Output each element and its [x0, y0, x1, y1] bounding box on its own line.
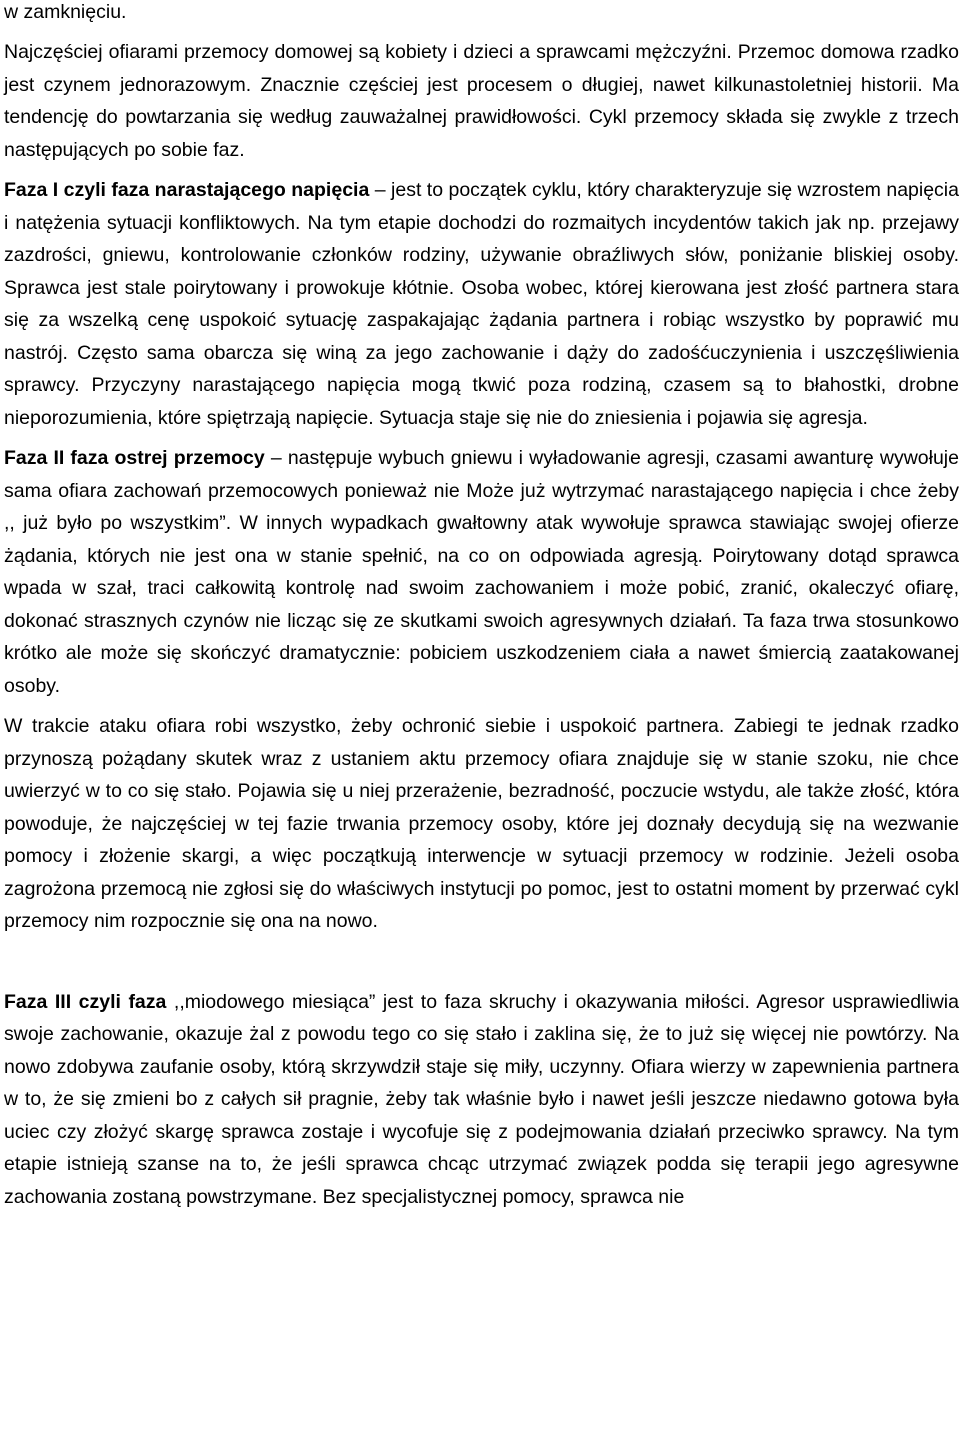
phase-2-body: – następuje wybuch gniewu i wyładowanie agresji, czasami awanturę wywołuje sama ofiara zachowań przemocowych ponieważ nie Może już wytrzymać narastającego napięcia i chce żeby ,, już było po wszystkim”. W innych wypadkach gwałtowny atak wywołuje sprawca stawiając swojej ofierze żądania, których nie jest ona w stanie spełnić, na co on odpowiada agresją. Poirytowany dotąd sprawca wpada w szał, traci całkowitą kontrolę nad swoim zachowaniem i może pobić, zranić, okaleczyć ofiarę, dokonać strasznych czynów nie licząc się ze skutkami swoich agresywnych działań. Ta faza trwa stosunkowo krótko ale może się skończyć dramatycznie: pobiciem uszkodzeniem ciała a nawet śmiercią zaatakowanej osoby.: [4, 447, 959, 697]
phase-3-heading: Faza III czyli faza: [4, 990, 167, 1013]
paragraph-cycle-intro: Najczęściej ofiarami przemocy domowej są kobiety i dzieci a sprawcami mężczyźni. Przemoc domowa rzadko jest czynem jednorazowym. Znacznie częściej jest procesem o długiej, nawet kilkunastoletniej historii. Ma tendencję do powtarzania się według zauważalnej prawidłowości. Cykl przemocy składa się zwykle z trzech następujących po sobie faz.: [4, 41, 959, 161]
phase-1-heading: Faza I czyli faza narastającego napięcia: [4, 179, 370, 201]
phase-3-body: ,,miodowego miesiąca” jest to faza skruchy i okazywania miłości. Agresor usprawiedliwia swoje zachowanie, okazuje żal z powodu tego co się stało i zaklina się, że to już się więcej nie powtórzy. Na nowo zdobywa zaufanie osoby, którą skrzywdził staje się miły, uczynny. Ofiara wierzy w zapewnienia partnera w to, że się zmieni bo z całych sił pragnie, żeby tak właśnie było i nawet jeśli jeszcze niedawno gotowa była uciec czy złożyć skargę sprawca zostaje i wycofuje się z podejmowania działań przeciwko sprawcy. Na tym etapie istnieją szanse na to, że jeśli sprawca chcąc utrzymać związek podda się terapii jego agresywne zachowania zostaną powstrzymane. Bez specjalistycznej pomocy, sprawca nie: [4, 990, 959, 1208]
paragraph-phase-3: [4, 986, 959, 1214]
intro-fragment: w zamknięciu.: [4, 1, 127, 23]
document-page: [4, 0, 959, 1213]
paragraph-phase-1: [4, 174, 959, 434]
paragraph-attack: W trakcie ataku ofiara robi wszystko, żeby ochronić siebie i uspokoić partnera. Zabiegi te jednak rzadko przynoszą pożądany skutek wraz z ustaniem aktu przemocy ofiara znajduje się w stanie szoku, nie chce uwierzyć w to co się stało. Pojawia się u niej przerażenie, bezradność, poczucie wstydu, ale także złość, która powoduje, że najczęściej w tej fazie trwania przemocy osoby, które jej doznały decydują się na wezwanie pomocy i złożenie skargi, a więc początkują interwencje w sytuacji przemocy w rodzinie. Jeżeli osoba zagrożona przemocą nie zgłosi się do właściwych instytucji po pomoc, jest to ostatni moment by przerwać cykl przemocy nim rozpocznie się ona na nowo.: [4, 715, 959, 932]
paragraph-phase-2: [4, 442, 959, 702]
phase-1-body: – jest to początek cyklu, który charakteryzuje się wzrostem napięcia i natężenia sytuacji konfliktowych. Na tym etapie dochodzi do rozmaitych incydentów takich jak np. przejawy zazdrości, gniewu, kontrolowanie członków rodziny, używanie obraźliwych słów, poniżanie bliskiej osoby. Sprawca jest stale poirytowany i prowokuje kłótnie. Osoba wobec, której kierowana jest złość partnera stara się za wszelką cenę uspokoić sytuację zaspakajając żądania partnera i robiąc wszystko by poprawić mu nastrój. Często sama obarcza się winą za jego zachowanie i dąży do zadośćuczynienia i uszczęśliwienia sprawcy. Przyczyny narastającego napięcia mogą tkwić poza rodziną, czasem są to błahostki, drobne nieporozumienia, które spiętrzają napięcie. Sytuacja staje się nie do zniesienia i pojawia się agresja.: [4, 179, 959, 429]
phase-2-heading: Faza II faza ostrej przemocy: [4, 447, 265, 469]
